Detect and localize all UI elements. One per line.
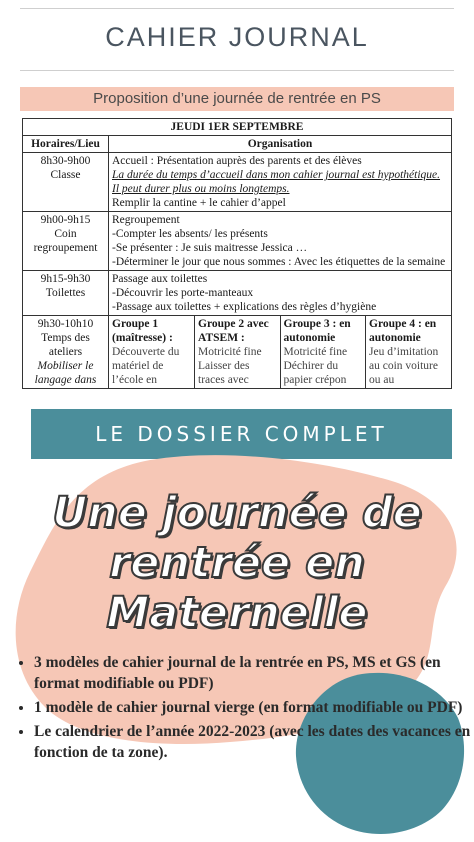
row-place: Toilettes [45,287,86,299]
group-title: Groupe 2 avec ATSEM : [198,318,269,344]
promo-title-line: Une journée de [52,488,422,538]
row-text: Passage aux toilettes [112,273,208,285]
row-place: Coin regroupement [33,228,98,254]
top-rule [20,8,454,9]
group-cell [195,316,281,388]
table-row [23,153,452,212]
promo-title-line: rentrée en [109,538,365,588]
col-header-time: Horaires/Lieu [23,136,109,153]
group-text: Motricité fine Laisser des traces avec [198,346,262,386]
journal-table [22,118,452,389]
group-text: Découverte du matériel de l’école en [112,346,180,386]
row-time: 9h00-9h15 [40,214,91,226]
row-text: -Déterminer le jour que nous sommes : Avec les étiquettes de la semaine [112,256,446,268]
contents-list [14,652,474,766]
row-text: Remplir la cantine + le cahier d’appel [112,197,286,209]
row-place: Classe [50,169,81,181]
list-item: • 1 modèle de cahier journal vierge (en format modifiable ou PDF) [34,697,474,718]
table-row [23,271,452,316]
list-item: • 3 modèles de cahier journal de la rentrée en PS, MS et GS (en format modifiable ou PDF) [34,652,474,694]
list-item: • Le calendrier de l’année 2022-2023 (avec les dates des vacances en fonction de ta zone). [34,721,474,763]
row-note: Mobiliser le langage dans [34,360,97,386]
col-header-organisation: Organisation [109,136,452,153]
row-text: -Compter les absents/ les présents [112,228,268,240]
table-row [23,316,452,389]
group-text: Jeu d’imitation au coin voiture ou au [369,346,439,386]
row-text: -Découvrir les porte-manteaux [112,287,254,299]
group-text: Motricité fine Déchirer du papier crépon [283,346,348,386]
promo-title [0,488,474,638]
row-time: 9h30-10h10 [37,318,94,330]
row-text: -Se présenter : Je suis maitresse Jessica … [112,242,308,254]
promo-title-line: Maternelle [106,588,368,638]
group-title: Groupe 1 (maîtresse) : [112,318,173,344]
group-cell [109,316,195,388]
group-title: Groupe 4 : en autonomie [369,318,437,344]
dossier-banner: LE DOSSIER COMPLET [31,409,452,459]
groups-table [109,316,451,388]
table-date-title: JEUDI 1ER SEPTEMBRE [23,119,452,136]
group-cell [280,316,366,388]
page-title: CAHIER JOURNAL [105,22,369,52]
row-text: -Passage aux toilettes + explications des règles d’hygiène [112,301,377,313]
row-time: 8h30-9h00 [40,155,91,167]
row-note: La durée du temps d’accueil dans mon cahier journal est hypothétique. Il peut durer plus ou moins longtemps. [112,169,441,195]
title-rule [20,70,454,71]
journal-table-preview [22,118,452,408]
group-cell [366,316,452,388]
group-title: Groupe 3 : en autonomie [283,318,351,344]
row-time: 9h15-9h30 [40,273,91,285]
table-row [23,212,452,271]
row-place: Temps des ateliers [41,332,90,358]
row-text: Regroupement [112,214,180,226]
row-text: Accueil : Présentation auprès des parents et des élèves [112,155,362,167]
subtitle-bar: Proposition d’une journée de rentrée en PS [20,87,454,111]
